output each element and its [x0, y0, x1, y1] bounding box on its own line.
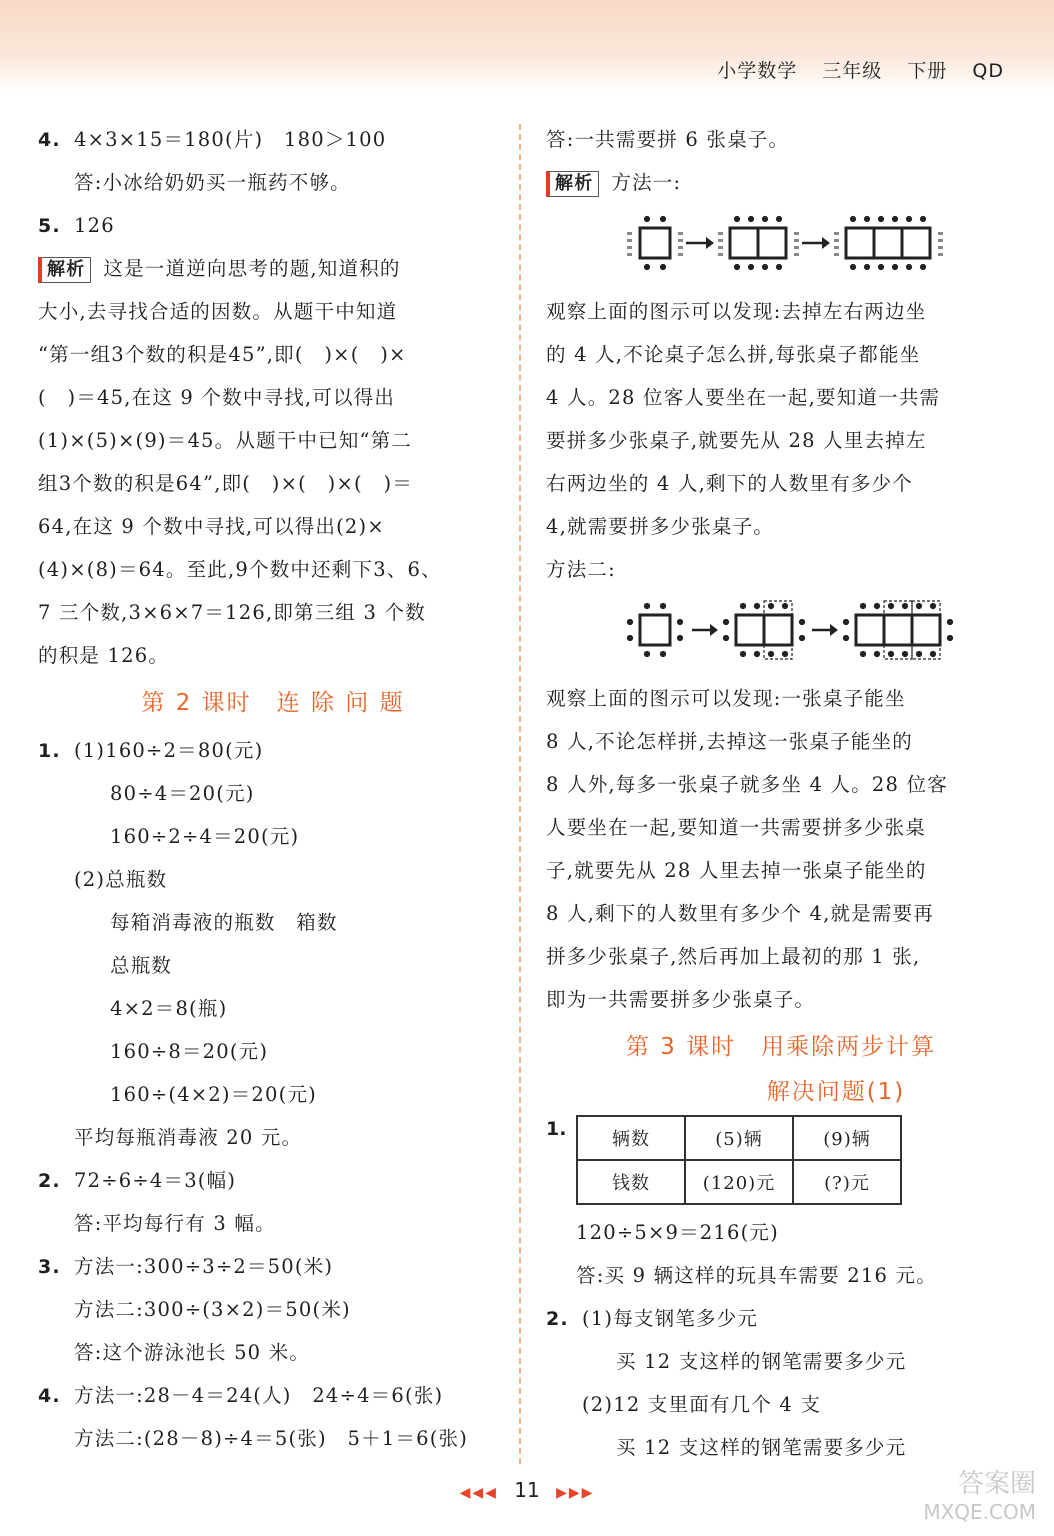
table-arrangement-figure — [624, 212, 954, 274]
analysis-line: (1)×(5)×(9)＝45。从题干中已知“第二 — [38, 429, 413, 452]
analysis-line: 观察上面的图示可以发现:一张桌子能坐 — [546, 687, 906, 710]
table-cell: (?)元 — [793, 1160, 901, 1204]
question-number: 4. — [38, 129, 61, 151]
answer-line: 160÷2÷4＝20(元) — [110, 825, 300, 848]
analysis-tag: 解析 — [546, 171, 599, 197]
answer-line: 方法二:(28－8)÷4＝5(张) 5＋1＝6(张) — [74, 1427, 469, 1450]
page-footer — [0, 1478, 1054, 1502]
analysis-text: 这是一道逆向思考的题,知道积的 — [103, 257, 401, 280]
table-cell: (5)辆 — [685, 1116, 793, 1160]
question-number: 2. — [38, 1170, 61, 1192]
analysis-line: 的 4 人,不论桌子怎么拼,每张桌子都能坐 — [546, 343, 921, 366]
answer-line — [38, 118, 508, 161]
question-1-table-row — [546, 1111, 1016, 1211]
method-label: 方法一: — [611, 171, 682, 194]
answer-line: 80÷4＝20(元) — [110, 782, 255, 805]
question-number: 3. — [38, 1256, 61, 1278]
answer-text: 4×3×15＝180(片) 180＞100 — [74, 128, 387, 151]
answer-line: 买 12 支这样的钢笔需要多少元 — [616, 1436, 907, 1459]
answer-text: 方法一:300÷3÷2＝50(米) — [74, 1255, 334, 1278]
analysis-line: ( )＝45,在这 9 个数中寻找,可以得出 — [38, 386, 396, 409]
watermark-line2: MXQE.COM — [923, 1500, 1036, 1524]
answer-line: 4×2＝8(瓶) — [110, 997, 228, 1020]
answer-line: 每箱消毒液的瓶数 箱数 — [110, 911, 338, 934]
question-number: 5. — [38, 215, 61, 237]
section-title-lesson3: 第 3 课时 用乘除两步计算 — [625, 1034, 937, 1060]
analysis-line: 64,在这 9 个数中寻找,可以得出(2)× — [38, 515, 385, 538]
analysis-line: “第一组3个数的积是45”,即( )×( )× — [38, 343, 407, 366]
answer-line: 答:一共需要拼 6 张桌子。 — [546, 128, 790, 151]
analysis-line: 右两边坐的 4 人,剩下的人数里有多少个 — [546, 472, 914, 495]
header-volume: 下册 — [907, 60, 948, 82]
table-row — [577, 1160, 901, 1204]
analysis-line — [38, 247, 508, 290]
method-label: 方法二: — [546, 558, 616, 581]
table-cell: (9)辆 — [793, 1116, 901, 1160]
answer-text: (1)160÷2＝80(元) — [74, 739, 264, 762]
header-grade: 三年级 — [822, 60, 883, 82]
question-number: 1. — [38, 740, 61, 762]
answer-line: 平均每瓶消毒液 20 元。 — [74, 1126, 303, 1149]
watermark-line1: 答案圈 — [957, 1469, 1036, 1499]
answer-line: 买 12 支这样的钢笔需要多少元 — [616, 1350, 907, 1373]
question-number: 4. — [38, 1385, 61, 1407]
answer-line — [38, 1159, 508, 1202]
analysis-line: (4)×(8)＝64。至此,9个数中还剩下3、6、 — [38, 558, 442, 581]
table-cell: (120)元 — [685, 1160, 793, 1204]
answer-text: 72÷6÷4＝3(幅) — [74, 1169, 237, 1192]
answer-line — [38, 729, 508, 772]
data-table — [576, 1115, 902, 1205]
header-edition: QD — [972, 60, 1004, 82]
question-number: 2. — [546, 1308, 569, 1330]
answer-line: 120÷5×9＝216(元) — [576, 1221, 779, 1244]
table-cell: 辆数 — [577, 1116, 685, 1160]
table-row — [577, 1116, 901, 1160]
analysis-tag: 解析 — [38, 257, 91, 283]
answer-line: (2)12 支里面有几个 4 支 — [582, 1393, 822, 1416]
analysis-line: 拼多少张桌子,然后再加上最初的那 1 张, — [546, 945, 921, 968]
page-number: 11 — [514, 1478, 540, 1502]
analysis-line: 大小,去寻找合适的因数。从题干中知道 — [38, 300, 398, 323]
analysis-line — [546, 161, 1016, 204]
left-column — [38, 118, 508, 1460]
analysis-line: 即为一共需要拼多少张桌子。 — [546, 988, 816, 1011]
header-subject: 小学数学 — [717, 60, 798, 82]
table-arrangement-figure-2 — [624, 599, 954, 661]
section-title-lesson2: 第 2 课时 连 除 问 题 — [141, 690, 405, 716]
answer-line: 答:小冰给奶奶买一瓶药不够。 — [74, 171, 351, 194]
answer-line: (2)总瓶数 — [74, 868, 168, 891]
analysis-line: 8 人外,每多一张桌子就多坐 4 人。28 位客 — [546, 773, 948, 796]
analysis-line: 8 人,剩下的人数里有多少个 4,就是需要再 — [546, 902, 935, 925]
analysis-line: 人要坐在一起,要知道一共需要拼多少张桌 — [546, 816, 926, 839]
table-diagram-method2 — [546, 591, 1016, 677]
question-number: 1. — [546, 1118, 567, 1140]
analysis-line: 要拼多少张桌子,就要先从 28 人里去掉左 — [546, 429, 927, 452]
page-header — [699, 56, 1004, 83]
analysis-line: 组3个数的积是64”,即( )×( )×( )＝ — [38, 472, 414, 495]
answer-line — [546, 1297, 1016, 1340]
table-diagram-method1 — [546, 204, 1016, 290]
table-cell: 钱数 — [577, 1160, 685, 1204]
answer-line: 方法二:300÷(3×2)＝50(米) — [74, 1298, 351, 1321]
analysis-line: 观察上面的图示可以发现:去掉左右两边坐 — [546, 300, 927, 323]
analysis-line: 的积是 126。 — [38, 644, 170, 667]
right-column — [546, 118, 1016, 1469]
watermark — [923, 1470, 1036, 1526]
answer-line: 答:平均每行有 3 幅。 — [74, 1212, 276, 1235]
analysis-line: 子,就要先从 28 人里去掉一张桌子能坐的 — [546, 859, 927, 882]
next-arrows-icon: ▶▶▶ — [556, 1485, 595, 1501]
answer-line — [38, 204, 508, 247]
answer-line: 160÷(4×2)＝20(元) — [110, 1083, 317, 1106]
answer-line — [38, 1245, 508, 1288]
answer-line: 总瓶数 — [110, 954, 173, 977]
prev-arrows-icon: ◀◀◀ — [459, 1485, 498, 1501]
answer-line: 答:买 9 辆这样的玩具车需要 216 元。 — [576, 1264, 937, 1287]
analysis-line: 4,就需要拼多少张桌子。 — [546, 515, 775, 538]
analysis-line: 8 人,不论怎样拼,去掉这一张桌子能坐的 — [546, 730, 914, 753]
answer-text: 126 — [74, 214, 115, 237]
analysis-line: 7 三个数,3×6×7＝126,即第三组 3 个数 — [38, 601, 426, 624]
analysis-line: 4 人。28 位客人要坐在一起,要知道一共需 — [546, 386, 941, 409]
answer-text: (1)每支钢笔多少元 — [582, 1307, 759, 1330]
answer-line — [38, 1374, 508, 1417]
answer-line: 160÷8＝20(元) — [110, 1040, 269, 1063]
section-subtitle-lesson3: 解决问题(1) — [766, 1079, 906, 1105]
answer-line: 答:这个游泳池长 50 米。 — [74, 1341, 311, 1364]
column-divider — [519, 124, 521, 1464]
answer-text: 方法一:28－4＝24(人) 24÷4＝6(张) — [74, 1384, 444, 1407]
